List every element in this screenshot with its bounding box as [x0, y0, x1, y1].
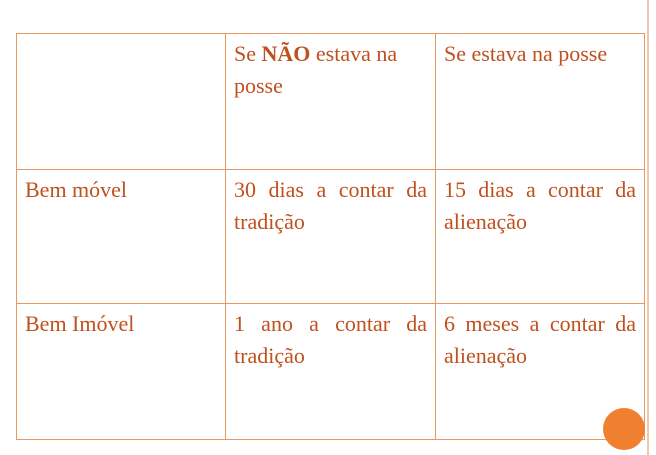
header-possessed: Se estava na posse — [436, 34, 645, 170]
header-emphasis: NÃO — [261, 41, 311, 66]
possession-table — [16, 33, 645, 440]
header-empty-cell — [17, 34, 226, 170]
cell-possessed: 6 meses a contar da alienação — [436, 304, 645, 440]
row-label: Bem Imóvel — [17, 304, 226, 440]
slide-edge-rule — [647, 0, 649, 455]
cell-not-possessed: 1 ano a contar da tradição — [226, 304, 436, 440]
table-row — [17, 170, 645, 304]
cell-not-possessed: 30 dias a contar da tradição — [226, 170, 436, 304]
cell-possessed: 15 dias a contar da alienação — [436, 170, 645, 304]
decorative-circle — [603, 408, 645, 450]
row-label: Bem móvel — [17, 170, 226, 304]
table-row — [17, 304, 645, 440]
table-header-row — [17, 34, 645, 170]
header-not-possessed: Se NÃO estava na posse — [226, 34, 436, 170]
